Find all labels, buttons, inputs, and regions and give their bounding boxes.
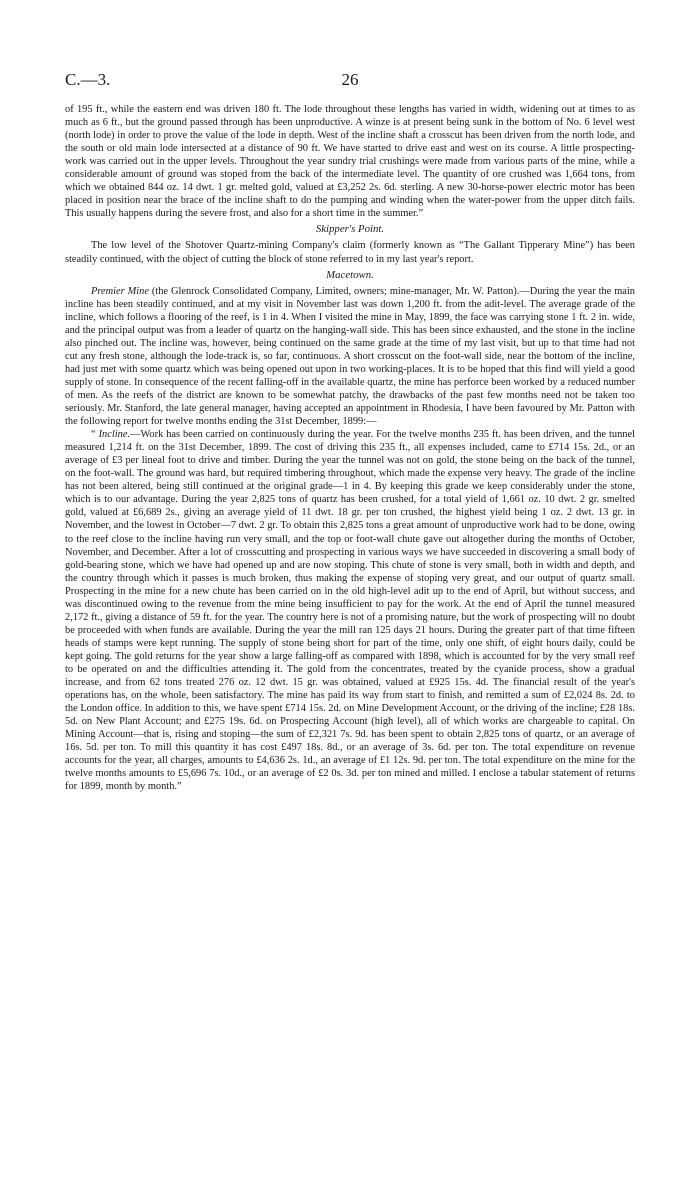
paragraph-shotover: The low level of the Shotover Quartz-mining Company's claim (formerly known as “The Gallant Tipperary Mine”) has been steadily continued, with the object of cutting the block of stone referred to in my last year's report. — [65, 240, 635, 265]
page-number: 26 — [341, 70, 359, 89]
section-heading-skippers-point: Skipper's Point. — [315, 223, 385, 236]
incline-report-text: —Work has been carried on continuously during the year. For the twelve months 235 ft. has been driven, and the tunnel measured 1,214 ft. on the 31st December, 1899. The cost of driving this 235 ft., all expenses included, came to £714 15s. 2d., or an average of £3 per lineal foot to drive and timber. During the year the tunnel was not on gold, the stone being on the back of the tunnel, on the foot-wall. The ground was hard, but required timbering throughout, which made the expense very heavy. The grade of the incline has not been altered, being still continued at the original grade—1 in 4. By keeping this grade we keep considerably under the stone, which is to our advantage. During the year 2,825 tons of quartz has been crushed, for a total yield of 1,661 oz. 10 dwt. 2 gr. smelted gold, valued at £6,689 2s., giving an average yield of 11 dwt. 18 gr. per ton crushed, the highest yield being 1 oz. 2 dwt. 13 gr. in November, and the lowest in October—7 dwt. 2 gr. To obtain this 2,825 tons a great amount of unproductive work had to be done, owing to the reef close to the incline having run very small, and the top or foot-wall chute gave out altogether during the months of October, November, and December. After a lot of crosscutting and prospecting in various ways we have succeeded in discovering a small body of gold-bearing stone, which we have had opened up and are now stoping. This chute of stone is very small, both in width and depth, and the country through which it passes is much broken, thus making the expense of stoping very great, and our output of quartz small. Prospecting in the mine for a new chute has been carried on in the old high-level adit up to the end of April, but without success, and was discontinued owing to the revenue from the mine being insufficient to pay for the work. At the end of April the tunnel measured 2,172 ft., giving a distance of 59 ft. for the year. The country here is not of a promising nature, but the work of prospecting will no doubt be proceeded with when funds are available. During the year the mill ran 125 days 21 hours. During the greater part of that time fifteen heads of stamps were kept running. The supply of stone being short for part of the time, only one shift, of eight hours daily, could be kept going. The gold returns for the year show a large falling-off as compared with 1898, which is accounted for by the very small reef to be operated on and the difficulties attending it. The gold from the concentrates, treated by the cyanide process, show a gradual increase, and from 62 tons treated 276 oz. 12 dwt. 15 gr. was obtained, valued at £925 15s. 4d. The financial result of the year's operations has, on the whole, been satisfactory. The mine has paid its way from start to finish, and remitted a sum of £2,024 8s. 2d. to the London office. In addition to this, we have spent £714 15s. 2d. on Mine Development Account, or the driving of the incline; £28 18s. 5d. on New Plant Account; and £275 19s. 6d. on Prospecting Account (high level), all of which works are chargeable to capital. On Mining Account—that is, rising and stoping—the sum of £2,321 7s. 9d. has been spent to obtain 2,825 tons of quartz, or an average of 16s. 5d. per ton. To mill this quantity it has cost £497 18s. 8d., or an average of 3s. 6d. per ton. The total expenditure on revenue accounts for the year, all charges, amounts to £4,636 2s. 1d., an average of £1 12s. 9d. per ton. The total expenditure on the mine for the twelve months amounts to £5,696 7s. 10d., or an average of £2 0s. 3d. per ton mined and milled. I enclose a tabular statement of returns for 1899, month by month.” — [65, 429, 635, 793]
page-header — [65, 70, 635, 96]
paragraph-continued: of 195 ft., while the eastern end was driven 180 ft. The lode throughout these lengths has varied in width, widening out at times to as much as 6 ft., but the ground passed through has been unproductive. A winze is at present being sunk in the bottom of No. 6 level west (north lode) in order to prove the value of the lode in depth. West of the incline shaft a crosscut has been driven from the north lode, and the south or old main lode intersected at a distance of 90 ft. We have started to drive east and west on its course. A little prospecting-work was carried out in the upper levels. Throughout the year sundry trial crushings were made from various parts of the mine, while a considerable amount of ground was stoped from the back of the intermediate level. The quantity of ore crushed was 1,664 tons, from which we obtained 844 oz. 14 dwt. 1 gr. melted gold, valued at £3,252 2s. 6d. sterling. A new 30-horse-power electric motor has been placed in position near the brace of the incline shaft to do the pumping and winding when the water-power from the upper ditch fails. This usually happens during the severe frost, and also for a short time in the summer.” — [65, 104, 635, 220]
paragraph-incline-report — [65, 428, 635, 793]
open-quote: “ — [91, 429, 99, 441]
section-heading-macetown: Macetown. — [326, 268, 374, 281]
body-text — [65, 103, 635, 793]
incline-label: Incline. — [98, 429, 131, 441]
paragraph-premier-mine — [65, 285, 635, 429]
premier-mine-text: (the Glenrock Consolidated Company, Limited, owners; mine-manager, Mr. W. Patton).—During the year the main incline has been steadily continued, and at my visit in November last was down 1,200 ft. from the adit-level. The average grade of the incline, which follows a flooring of the reef, is 1 in 4. When I visited the mine in May, 1899, the face was carrying stone 1 ft. 2 in. wide, and the principal output was from a leader of quartz on the hanging-wall side. This has been since exhausted, and the stone in the incline also pinched out. The incline was, however, being continued on the same grade at the time of my last visit, but up to that time had not cut any fresh stone, although the lode-track is, so far, continuous. A short crosscut on the foot-wall side, near the bottom of the incline, had just met with some quartz which was being opened out upon in two working-places. It is to be hoped that this find will yield a good supply of stone. In consequence of the recent falling-off in the available quartz, the mine has perforce been worked by a reduced number of men. As the reefs of the district are known to be somewhat patchy, the drawbacks of the past few months need not be taken too seriously. Mr. Stanford, the late general manager, having accepted an appointment in Rhodesia, I have been favoured by Mr. Patton with the following report for twelve months ending the 31st December, 1899:— — [65, 285, 635, 428]
document-reference: C.—3. — [65, 70, 111, 89]
premier-mine-label: Premier Mine — [91, 285, 149, 297]
